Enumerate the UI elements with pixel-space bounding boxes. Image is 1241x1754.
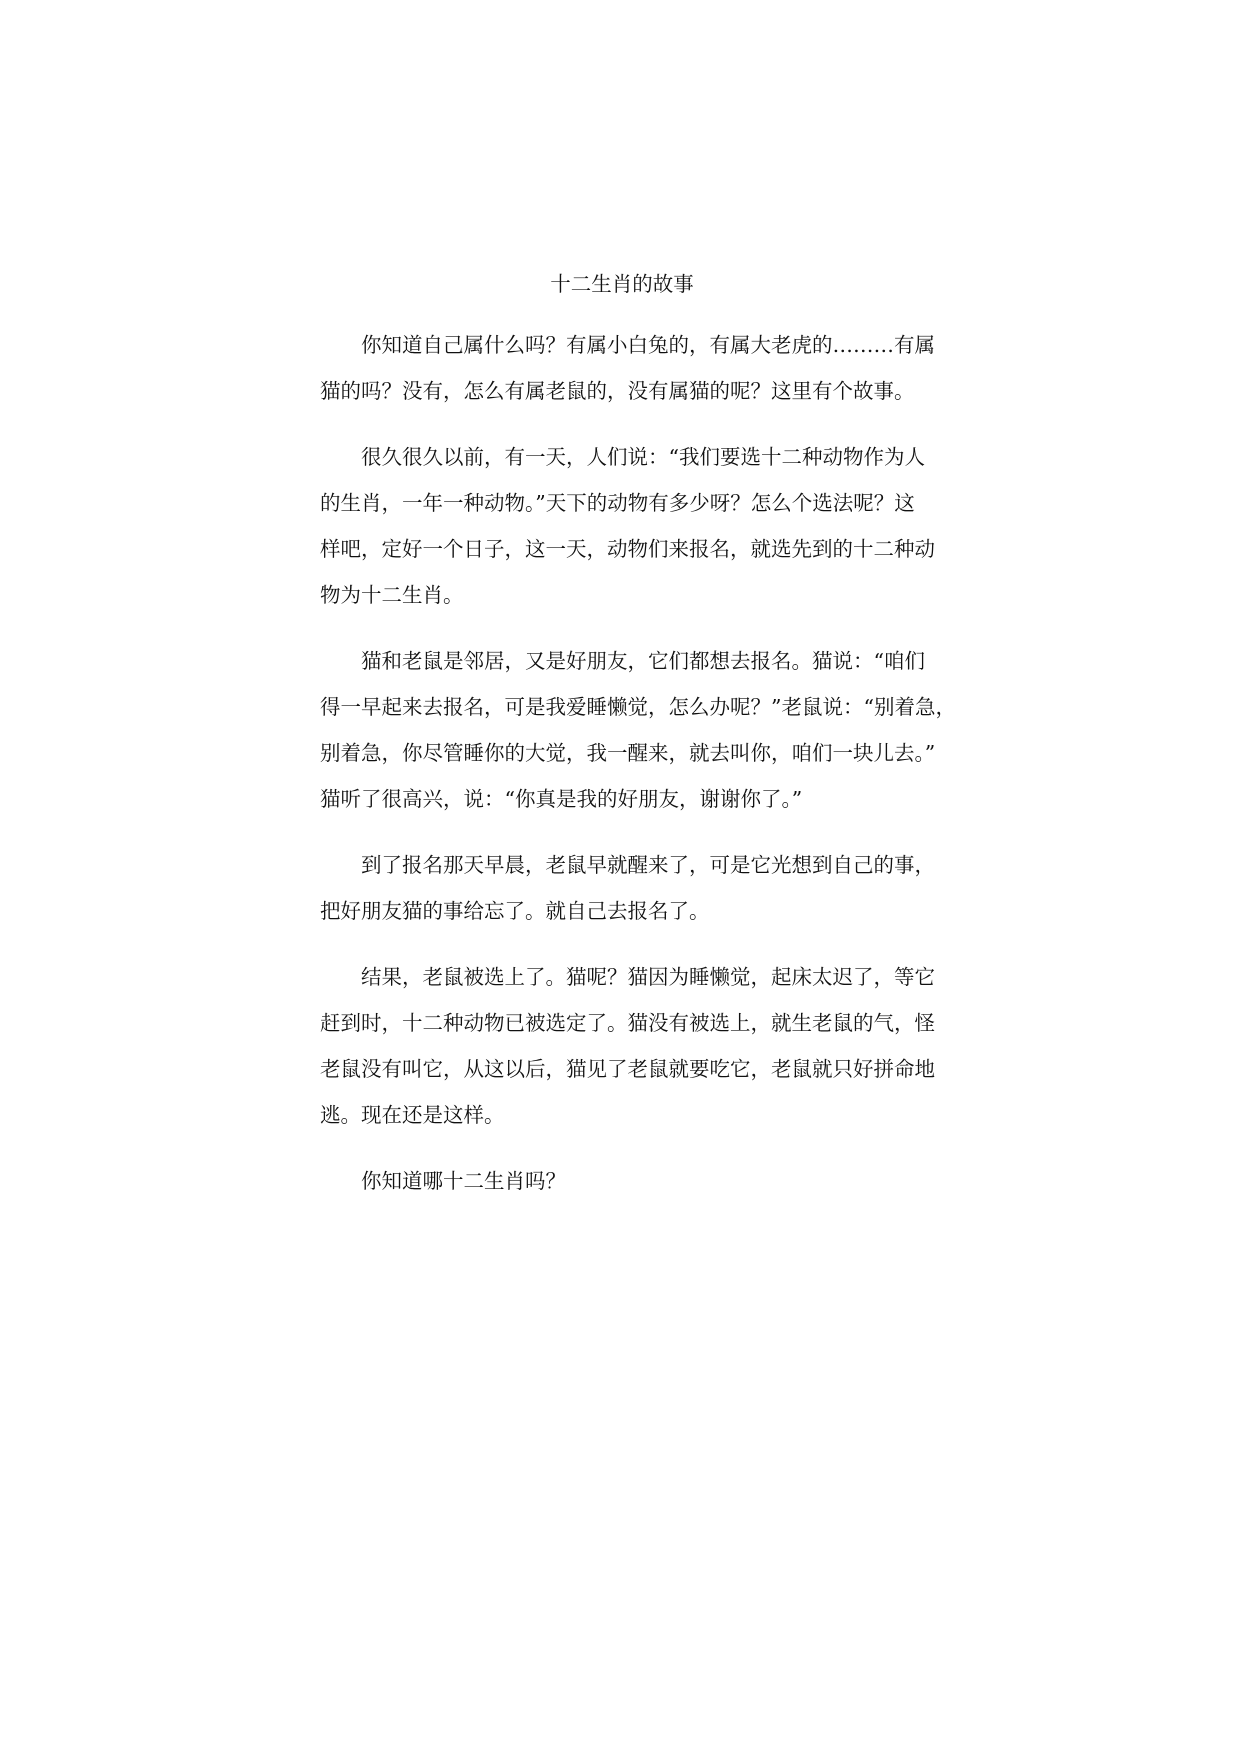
paragraph-line: 你知道自己属什么吗？有属小白兔的，有属大老虎的………有属 — [361, 333, 935, 357]
paragraph-line: 赶到时，十二种动物已被选定了。猫没有被选上，就生老鼠的气，怪 — [320, 1011, 935, 1035]
paragraph-1 — [320, 322, 935, 414]
paragraph-line: 你知道哪十二生肖吗？ — [361, 1169, 566, 1193]
paragraph-3 — [320, 638, 956, 822]
paragraph-6 — [320, 1158, 924, 1204]
paragraph-line: 得一早起来去报名，可是我爱睡懒觉，怎么办呢？”老鼠说：“别着急， — [320, 695, 956, 719]
paragraph-5 — [320, 954, 935, 1138]
paragraph-line: 物为十二生肖。 — [320, 583, 464, 607]
document-title: 十二生肖的故事 — [550, 272, 694, 296]
paragraph-line: 很久很久以前，有一天，人们说：“我们要选十二种动物作为人 — [361, 445, 925, 469]
paragraph-line: 猫和老鼠是邻居，又是好朋友，它们都想去报名。猫说：“咱们 — [361, 649, 925, 673]
paragraph-4 — [320, 842, 935, 934]
paragraph-line: 别着急，你尽管睡你的大觉，我一醒来，就去叫你，咱们一块儿去。” — [320, 741, 936, 765]
paragraph-line: 猫的吗？没有，怎么有属老鼠的，没有属猫的呢？这里有个故事。 — [320, 379, 915, 403]
paragraph-line: 结果，老鼠被选上了。猫呢？猫因为睡懒觉，起床太迟了，等它 — [361, 965, 935, 989]
paragraph-line: 的生肖，一年一种动物。”天下的动物有多少呀？怎么个选法呢？这 — [320, 491, 915, 515]
paragraph-2 — [320, 434, 935, 618]
paragraph-line: 老鼠没有叫它，从这以后，猫见了老鼠就要吃它，老鼠就只好拼命地 — [320, 1057, 935, 1081]
paragraph-line: 到了报名那天早晨，老鼠早就醒来了，可是它光想到自己的事， — [361, 853, 935, 877]
document-body — [320, 268, 956, 1224]
paragraph-line: 把好朋友猫的事给忘了。就自己去报名了。 — [320, 899, 710, 923]
paragraph-line: 猫听了很高兴，说：“你真是我的好朋友，谢谢你了。” — [320, 787, 803, 811]
paragraph-line: 逃。现在还是这样。 — [320, 1103, 505, 1127]
paragraph-line: 样吧，定好一个日子，这一天，动物们来报名，就选先到的十二种动 — [320, 537, 935, 561]
